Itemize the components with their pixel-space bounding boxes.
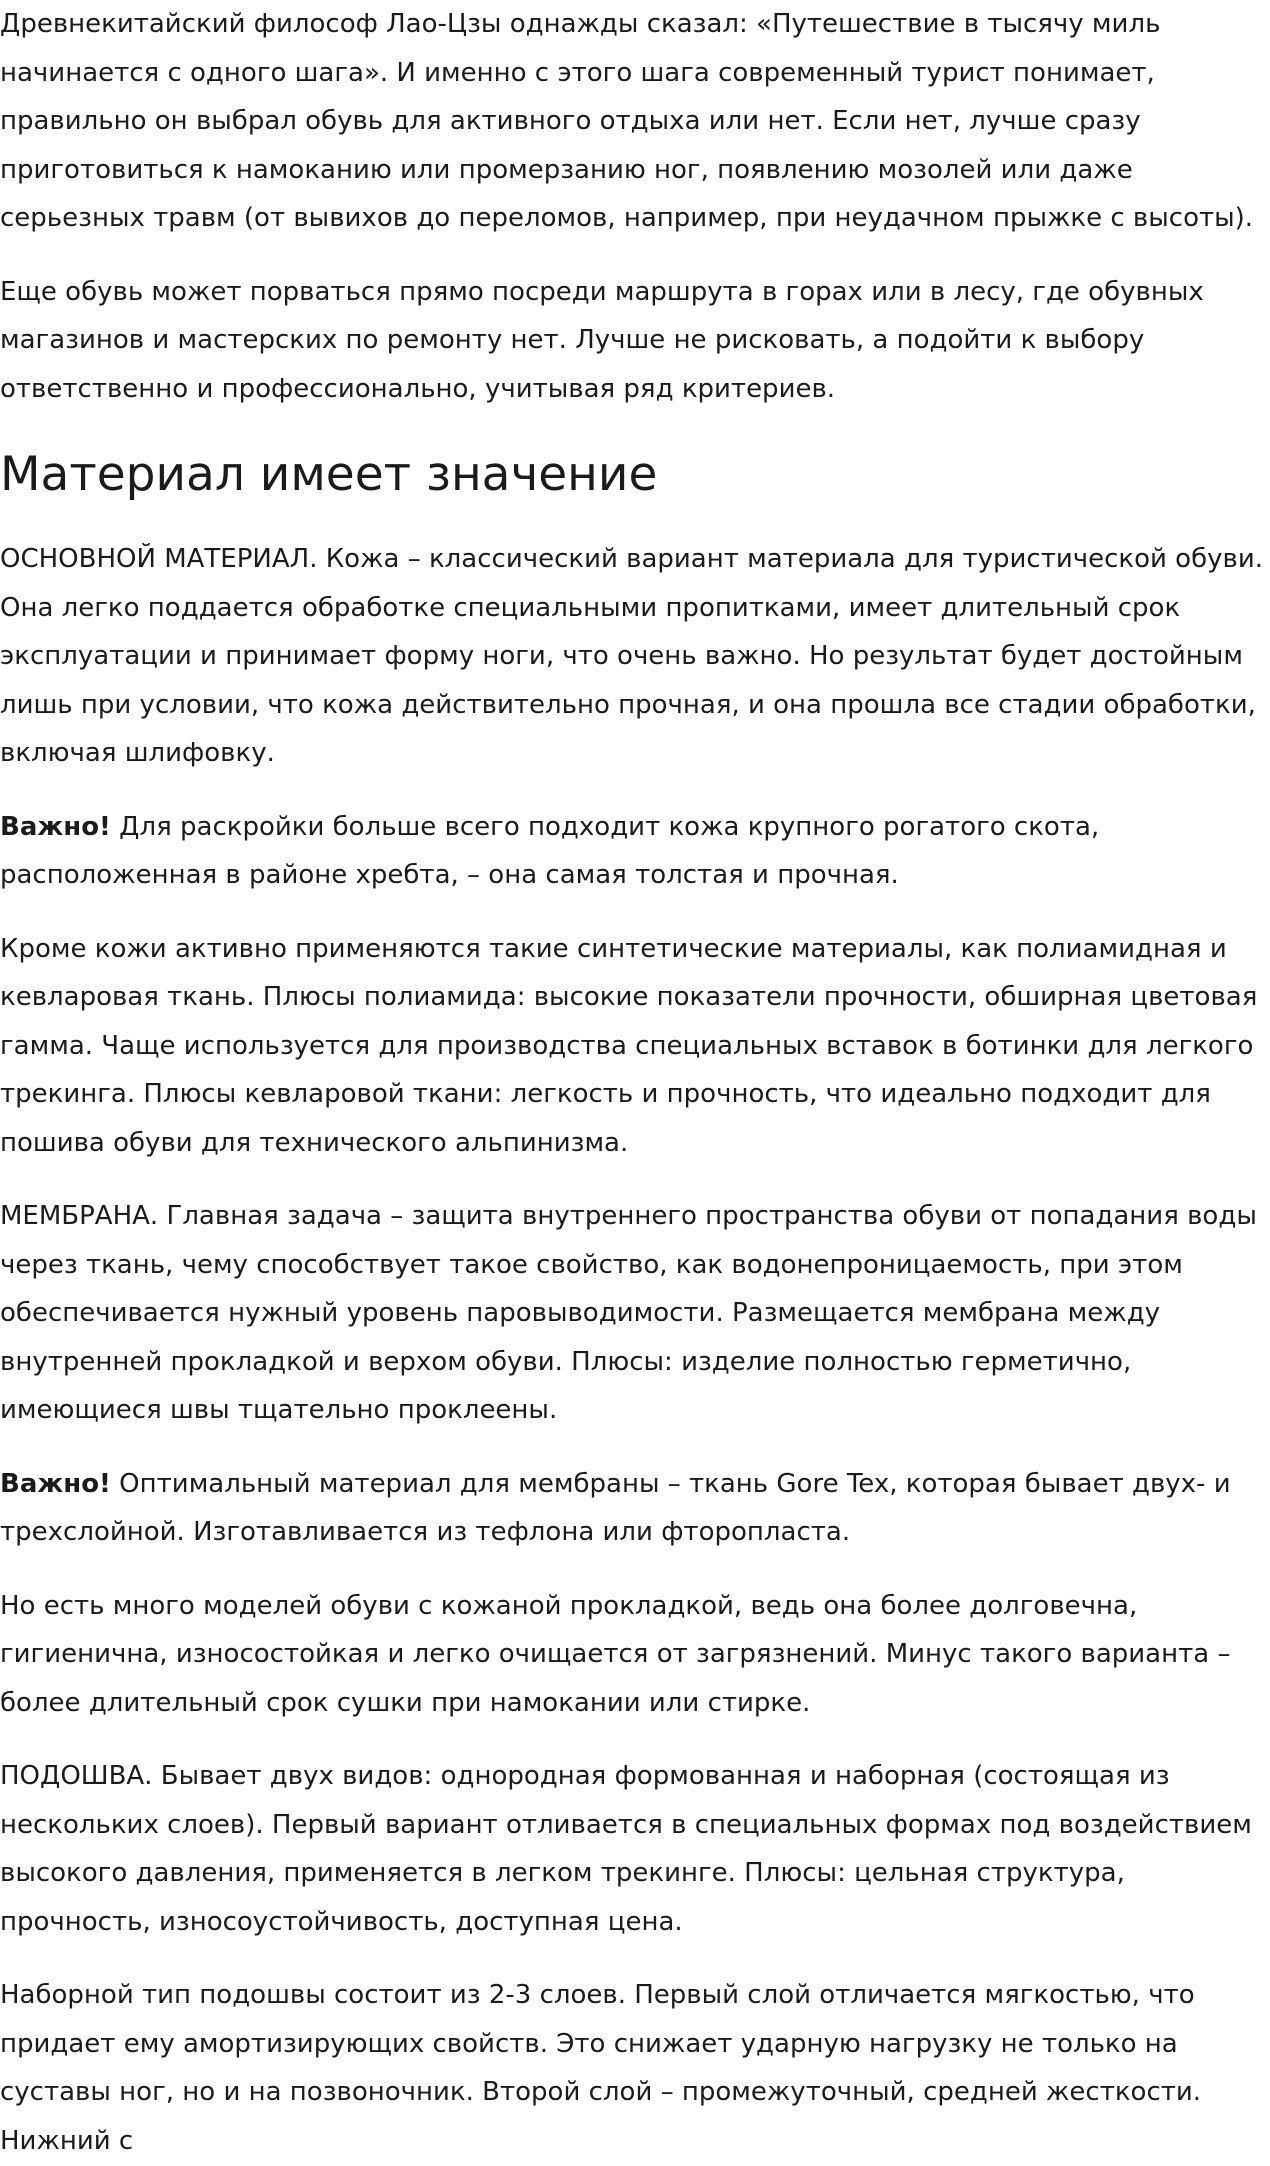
- text-line: нескольких слоев). Первый вариант отливается в специальных формах под воздействием: [0, 1809, 1252, 1840]
- paragraph-gap: [0, 778, 1270, 803]
- text-line: Еще обувь может порваться прямо посреди маршрута в горах или в лесу, где обувных: [0, 276, 1204, 307]
- text-line: Кроме кожи активно применяются такие синтетические материалы, как полиамидная и: [0, 933, 1227, 964]
- text-line: гигиенична, износостойкая и легко очищается от загрязнений. Минус такого варианта –: [0, 1639, 1231, 1669]
- important-label: Важно!: [0, 1468, 111, 1499]
- text-line: [0, 803, 1270, 852]
- text-line: серьезных травм (от вывихов до переломов, например, при неудачном прыжке с высоты).: [0, 203, 1254, 233]
- text-line: правильно он выбрал обувь для активного отдыха или нет. Если нет, лучше сразу: [0, 106, 1141, 136]
- text-line: магазинов и мастерских по ремонту нет. Лучше не рисковать, а подойти к выбору: [0, 325, 1145, 355]
- text-line: высокого давления, применяется в легком трекинге. Плюсы: цельная структура,: [0, 1858, 1125, 1888]
- important-text: Для раскройки больше всего подходит кожа крупного рогатого скота,: [110, 811, 1100, 842]
- paragraph-gap: [0, 243, 1270, 268]
- text-line: суставы ног, но и на позвоночник. Второй слой – промежуточный, средней жесткости.: [0, 2077, 1202, 2107]
- paragraph-gap: [0, 1557, 1270, 1582]
- text-line: лишь при условии, что кожа действительно прочная, и она прошла все стадии обработки,: [0, 689, 1256, 720]
- leather-lining-paragraph: [0, 1582, 1270, 1728]
- synthetics-paragraph: [0, 925, 1270, 1168]
- membrane-paragraph: [0, 1192, 1270, 1435]
- text-line: трехслойной. Изготавливается из тефлона или фторопласта.: [0, 1517, 851, 1547]
- intro-paragraph-1: [0, 0, 1270, 243]
- text-line: ответственно и профессионально, учитывая ряд критериев.: [0, 373, 836, 404]
- important-label: Важно!: [0, 811, 111, 842]
- paragraph-gap: [0, 1727, 1270, 1752]
- section-heading: Материал имеет значение: [0, 447, 658, 502]
- material-paragraph: [0, 535, 1270, 778]
- important-text: Оптимальный материал для мембраны – ткань Gore Tex, которая бывает двух- и: [110, 1468, 1231, 1499]
- text-line: придает ему амортизирующих свойств. Это снижает ударную нагрузку не только на: [0, 2028, 1178, 2059]
- text-line: [0, 1460, 1270, 1509]
- sole-paragraph: [0, 1752, 1270, 1946]
- text-line: пошива обуви для технического альпинизма.: [0, 1127, 629, 1158]
- text-line: эксплуатации и принимает форму ноги, что очень важно. Но результат будет достойным: [0, 641, 1243, 671]
- text-line: Нижний с: [0, 2125, 134, 2156]
- text-line: Она легко поддается обработке специальными пропитками, имеет длительный срок: [0, 592, 1181, 623]
- text-line: обеспечивается нужный уровень паровыводимости. Размещается мембрана между: [0, 1298, 1161, 1328]
- text-line: начинается с одного шага». И именно с этого шага современный турист понимает,: [0, 57, 1155, 88]
- important-note-membrane: [0, 1460, 1270, 1557]
- paragraph-gap: [0, 1435, 1270, 1460]
- paragraph-gap: [0, 1946, 1270, 1971]
- text-line: прочность, износоустойчивость, доступная цена.: [0, 1906, 683, 1937]
- text-line: гамма. Чаще используется для производства специальных вставок в ботинки для легкого: [0, 1030, 1254, 1061]
- text-line: через ткань, чему способствует такое свойство, как водонепроницаемость, при этом: [0, 1249, 1183, 1280]
- text-line: ПОДОШВА. Бывает двух видов: однородная формованная и наборная (состоящая из: [0, 1761, 1170, 1791]
- text-line: расположенная в районе хребта, – она самая толстая и прочная.: [0, 860, 899, 890]
- text-line: ОСНОВНОЙ МАТЕРИАЛ. Кожа – классический вариант материала для туристической обуви.: [0, 544, 1263, 574]
- intro-paragraph-2: [0, 268, 1270, 414]
- text-line: более длительный срок сушки при намокании или стирке.: [0, 1687, 811, 1718]
- text-line: Древнекитайский философ Лао-Цзы однажды сказал: «Путешествие в тысячу миль: [0, 9, 1161, 39]
- sole-layers-paragraph: [0, 1971, 1270, 2165]
- important-note-leather: [0, 803, 1270, 900]
- paragraph-gap: [0, 900, 1270, 925]
- text-line: трекинга. Плюсы кевларовой ткани: легкость и прочность, что идеально подходит для: [0, 1079, 1211, 1109]
- text-line: МЕМБРАНА. Главная задача – защита внутреннего пространства обуви от попадания воды: [0, 1201, 1257, 1231]
- text-line: имеющиеся швы тщательно проклеены.: [0, 1395, 558, 1425]
- text-line: кевларовая ткань. Плюсы полиамида: высокие показатели прочности, обширная цветовая: [0, 982, 1258, 1012]
- text-line: включая шлифовку.: [0, 738, 275, 768]
- paragraph-gap: [0, 1167, 1270, 1192]
- text-line: внутренней прокладкой и верхом обуви. Плюсы: изделие полностью герметично,: [0, 1346, 1132, 1377]
- text-line: приготовиться к намоканию или промерзанию ног, появлению мозолей или даже: [0, 154, 1133, 185]
- text-line: Но есть много моделей обуви с кожаной прокладкой, ведь она более долговечна,: [0, 1590, 1138, 1621]
- text-line: Наборной тип подошвы состоит из 2-3 слоев. Первый слой отличается мягкостью, что: [0, 1980, 1195, 2010]
